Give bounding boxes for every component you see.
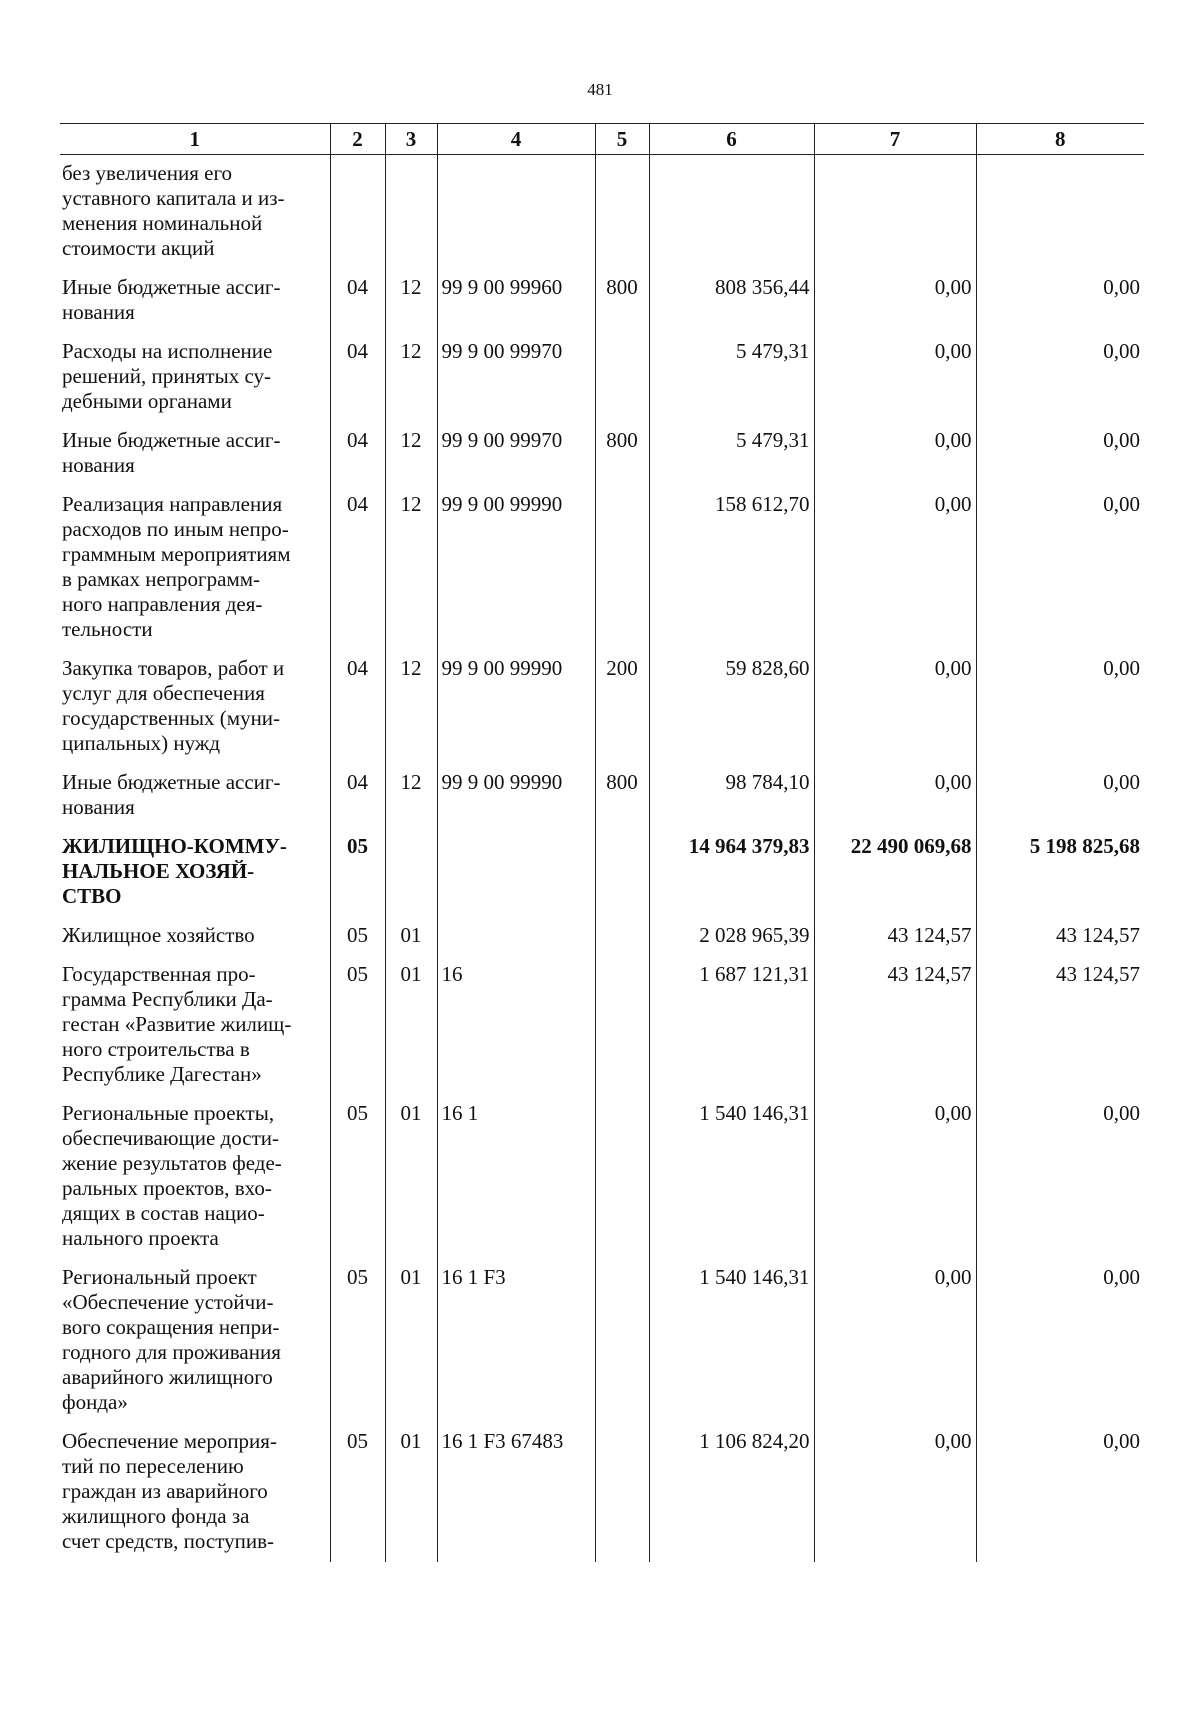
- row-name-line: без увеличения его: [62, 161, 233, 185]
- row-name: [60, 956, 330, 1095]
- row-name-line: граждан из аварийного: [62, 1479, 268, 1503]
- subsection-code: 12: [385, 486, 437, 650]
- row-name-line: Расходы на исполнение: [62, 339, 273, 363]
- expense-type-code: [595, 956, 649, 1095]
- target-article-code: 99 9 00 99990: [437, 650, 595, 764]
- section-code: 04: [330, 333, 385, 422]
- amount-col6: 5 479,31: [649, 422, 814, 486]
- row-name-line: счет средств, поступив-: [62, 1529, 275, 1553]
- row-name: [60, 422, 330, 486]
- row-name-line: фонда»: [62, 1390, 128, 1414]
- row-name-line: Жилищное хозяйство: [62, 923, 255, 947]
- amount-col8: 0,00: [976, 650, 1144, 764]
- row-name-line: дящих в состав нацио-: [62, 1201, 265, 1225]
- table-row: [60, 764, 1144, 828]
- row-name-line: решений, принятых су-: [62, 364, 271, 388]
- amount-col8: 0,00: [976, 1095, 1144, 1259]
- section-code: 04: [330, 422, 385, 486]
- column-header: 4: [437, 124, 595, 155]
- amount-col7: 0,00: [814, 486, 976, 650]
- table-row: [60, 1095, 1144, 1259]
- row-name: [60, 1423, 330, 1562]
- amount-col7: 0,00: [814, 269, 976, 333]
- row-name-line: ного строительства в: [62, 1037, 250, 1061]
- target-article-code: 16 1 F3: [437, 1259, 595, 1423]
- section-code: [330, 155, 385, 270]
- section-code: 04: [330, 650, 385, 764]
- row-name-line: жение результатов феде-: [62, 1151, 282, 1175]
- row-name-line: нования: [62, 300, 135, 324]
- table-row: [60, 956, 1144, 1095]
- table-row: [60, 1423, 1144, 1562]
- row-name: [60, 650, 330, 764]
- expense-type-code: [595, 828, 649, 917]
- page-number: 481: [587, 80, 613, 99]
- row-name-line: стоимости акций: [62, 236, 215, 260]
- row-name-line: Региональные проекты,: [62, 1101, 275, 1125]
- table-header-row: [60, 124, 1144, 155]
- column-header: 1: [60, 124, 330, 155]
- amount-col7: 0,00: [814, 1095, 976, 1259]
- section-code: 05: [330, 1423, 385, 1562]
- amount-col7: 0,00: [814, 764, 976, 828]
- row-name: [60, 917, 330, 956]
- row-name-line: ральных проектов, вхо-: [62, 1176, 272, 1200]
- amount-col8: 43 124,57: [976, 917, 1144, 956]
- row-name-line: в рамках непрограмм-: [62, 567, 261, 591]
- row-name-line: нования: [62, 453, 135, 477]
- amount-col6: 1 540 146,31: [649, 1259, 814, 1423]
- subsection-code: [385, 828, 437, 917]
- table-row: [60, 155, 1144, 270]
- table-row: [60, 422, 1144, 486]
- amount-col7: 0,00: [814, 650, 976, 764]
- budget-table: [60, 123, 1144, 1562]
- row-name-line: Региональный проект: [62, 1265, 257, 1289]
- amount-col8: 0,00: [976, 1259, 1144, 1423]
- row-name-line: ЖИЛИЩНО-КОММУ-: [62, 834, 287, 858]
- amount-col8: 43 124,57: [976, 956, 1144, 1095]
- amount-col6: 808 356,44: [649, 269, 814, 333]
- row-name-line: «Обеспечение устойчи-: [62, 1290, 274, 1314]
- row-name-line: ципальных) нужд: [62, 731, 221, 755]
- row-name-line: Иные бюджетные ассиг-: [62, 275, 281, 299]
- target-article-code: [437, 828, 595, 917]
- row-name-line: граммным мероприятиям: [62, 542, 291, 566]
- table-row: [60, 333, 1144, 422]
- subsection-code: 01: [385, 1095, 437, 1259]
- column-header: 5: [595, 124, 649, 155]
- subsection-code: [385, 155, 437, 270]
- expense-type-code: [595, 1259, 649, 1423]
- row-name-line: грамма Республики Да-: [62, 987, 273, 1011]
- row-name: [60, 828, 330, 917]
- section-code: 05: [330, 1095, 385, 1259]
- subsection-code: 12: [385, 650, 437, 764]
- amount-col7: 0,00: [814, 333, 976, 422]
- row-name-line: аварийного жилищного: [62, 1365, 273, 1389]
- target-article-code: [437, 917, 595, 956]
- row-name-line: гестан «Развитие жилищ-: [62, 1012, 292, 1036]
- column-header: 3: [385, 124, 437, 155]
- row-name: [60, 1259, 330, 1423]
- subsection-code: 01: [385, 917, 437, 956]
- row-name-line: вого сокращения непри-: [62, 1315, 280, 1339]
- amount-col8: 0,00: [976, 486, 1144, 650]
- target-article-code: 99 9 00 99990: [437, 764, 595, 828]
- row-name-line: уставного капитала и из-: [62, 186, 285, 210]
- amount-col8: 0,00: [976, 422, 1144, 486]
- amount-col6: 1 687 121,31: [649, 956, 814, 1095]
- section-code: 05: [330, 1259, 385, 1423]
- table-row: [60, 650, 1144, 764]
- amount-col7: 43 124,57: [814, 956, 976, 1095]
- amount-col8: 0,00: [976, 1423, 1144, 1562]
- table-row: [60, 828, 1144, 917]
- row-name-line: нального проекта: [62, 1226, 219, 1250]
- target-article-code: 99 9 00 99990: [437, 486, 595, 650]
- table-body: [60, 155, 1144, 1563]
- expense-type-code: [595, 917, 649, 956]
- expense-type-code: [595, 333, 649, 422]
- amount-col7: 43 124,57: [814, 917, 976, 956]
- subsection-code: 01: [385, 956, 437, 1095]
- target-article-code: 16: [437, 956, 595, 1095]
- row-name-line: жилищного фонда за: [62, 1504, 250, 1528]
- table-row: [60, 486, 1144, 650]
- expense-type-code: [595, 1423, 649, 1562]
- row-name-line: услуг для обеспечения: [62, 681, 265, 705]
- section-code: 05: [330, 917, 385, 956]
- target-article-code: 16 1 F3 67483: [437, 1423, 595, 1562]
- row-name-line: Государственная про-: [62, 962, 256, 986]
- section-code: 04: [330, 486, 385, 650]
- table-row: [60, 917, 1144, 956]
- expense-type-code: [595, 155, 649, 270]
- amount-col7: 22 490 069,68: [814, 828, 976, 917]
- amount-col6: 158 612,70: [649, 486, 814, 650]
- row-name-line: Иные бюджетные ассиг-: [62, 428, 281, 452]
- subsection-code: 12: [385, 764, 437, 828]
- row-name-line: годного для проживания: [62, 1340, 281, 1364]
- row-name-line: Обеспечение мероприя-: [62, 1429, 277, 1453]
- column-header: 8: [976, 124, 1144, 155]
- expense-type-code: [595, 486, 649, 650]
- row-name-line: СТВО: [62, 884, 122, 908]
- amount-col6: 14 964 379,83: [649, 828, 814, 917]
- target-article-code: [437, 155, 595, 270]
- row-name-line: ного направления дея-: [62, 592, 263, 616]
- amount-col8: [976, 155, 1144, 270]
- target-article-code: 99 9 00 99970: [437, 333, 595, 422]
- row-name-line: Закупка товаров, работ и: [62, 656, 285, 680]
- amount-col6: 59 828,60: [649, 650, 814, 764]
- row-name-line: дебными органами: [62, 389, 232, 413]
- row-name-line: Реализация направления: [62, 492, 283, 516]
- row-name: [60, 155, 330, 270]
- row-name: [60, 333, 330, 422]
- amount-col7: 0,00: [814, 1259, 976, 1423]
- row-name: [60, 269, 330, 333]
- expense-type-code: 800: [595, 269, 649, 333]
- amount-col6: 5 479,31: [649, 333, 814, 422]
- column-header: 6: [649, 124, 814, 155]
- table-row: [60, 269, 1144, 333]
- row-name: [60, 486, 330, 650]
- amount-col8: 0,00: [976, 269, 1144, 333]
- amount-col6: 2 028 965,39: [649, 917, 814, 956]
- table-row: [60, 1259, 1144, 1423]
- amount-col8: 0,00: [976, 764, 1144, 828]
- target-article-code: 99 9 00 99960: [437, 269, 595, 333]
- row-name-line: Иные бюджетные ассиг-: [62, 770, 281, 794]
- expense-type-code: 200: [595, 650, 649, 764]
- amount-col6: [649, 155, 814, 270]
- section-code: 04: [330, 764, 385, 828]
- column-header: 2: [330, 124, 385, 155]
- target-article-code: 99 9 00 99970: [437, 422, 595, 486]
- amount-col8: 5 198 825,68: [976, 828, 1144, 917]
- subsection-code: 12: [385, 269, 437, 333]
- subsection-code: 01: [385, 1259, 437, 1423]
- target-article-code: 16 1: [437, 1095, 595, 1259]
- subsection-code: 12: [385, 422, 437, 486]
- section-code: 05: [330, 828, 385, 917]
- row-name-line: тий по переселению: [62, 1454, 244, 1478]
- row-name-line: тельности: [62, 617, 153, 641]
- row-name-line: государственных (муни-: [62, 706, 281, 730]
- amount-col8: 0,00: [976, 333, 1144, 422]
- row-name: [60, 764, 330, 828]
- section-code: 04: [330, 269, 385, 333]
- row-name: [60, 1095, 330, 1259]
- subsection-code: 12: [385, 333, 437, 422]
- expense-type-code: 800: [595, 422, 649, 486]
- amount-col7: 0,00: [814, 422, 976, 486]
- row-name-line: Республике Дагестан»: [62, 1062, 262, 1086]
- expense-type-code: 800: [595, 764, 649, 828]
- subsection-code: 01: [385, 1423, 437, 1562]
- row-name-line: НАЛЬНОЕ ХОЗЯЙ-: [62, 859, 255, 883]
- amount-col6: 1 540 146,31: [649, 1095, 814, 1259]
- section-code: 05: [330, 956, 385, 1095]
- row-name-line: расходов по иным непро-: [62, 517, 289, 541]
- amount-col6: 1 106 824,20: [649, 1423, 814, 1562]
- row-name-line: обеспечивающие дости-: [62, 1126, 279, 1150]
- amount-col7: 0,00: [814, 1423, 976, 1562]
- expense-type-code: [595, 1095, 649, 1259]
- row-name-line: нования: [62, 795, 135, 819]
- column-header: 7: [814, 124, 976, 155]
- amount-col6: 98 784,10: [649, 764, 814, 828]
- amount-col7: [814, 155, 976, 270]
- row-name-line: менения номинальной: [62, 211, 263, 235]
